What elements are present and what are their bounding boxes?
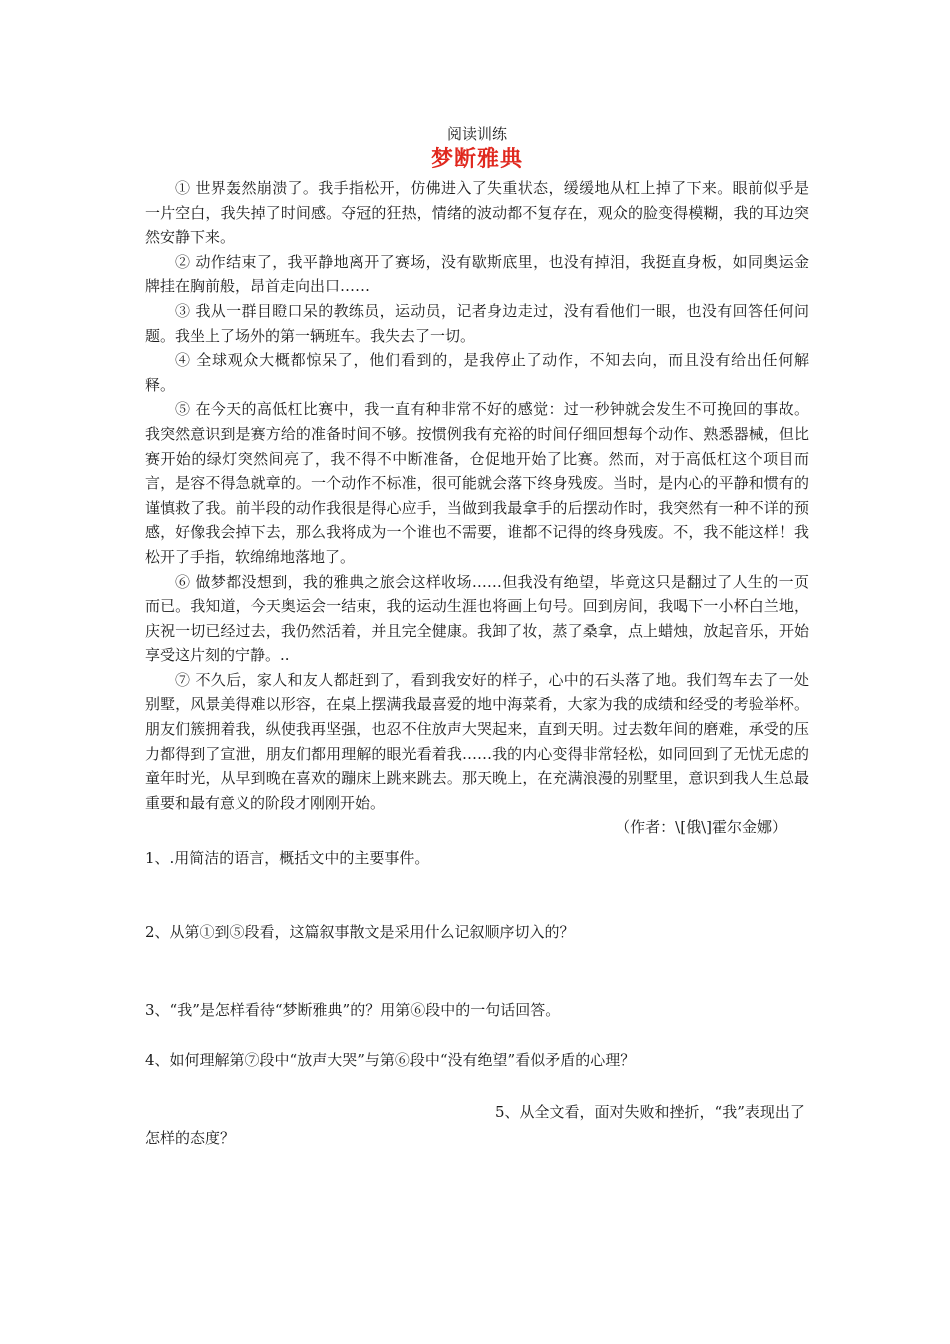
question-2: 2、从第①到⑤段看，这篇叙事散文是采用什么记叙顺序切入的？ [145, 923, 575, 942]
paragraph-3: ③ 我从一群目瞪口呆的教练员，运动员，记者身边走过，没有看他们一眼，也没有回答任何问题。我坐上了场外的第一辆班车。我失去了一切。 [145, 301, 809, 345]
paragraph-5: ⑤ 在今天的高低杠比赛中，我一直有种非常不好的感觉：过一秒钟就会发生不可挽回的事故。我突然意识到是赛方给的准备时间不够。按惯例我有充裕的时间仔细回想每个动作、熟悉器械，但比赛开始的绿灯突然间亮了，我不得不中断准备，仓促地开始了比赛。然而，对于高低杠这个项目而言，是容不得急就章的。一个动作不标准，很可能就会落下终身残废。当时，是内心的平静和惯有的谨慎救了我。前半段的动作我很是得心应手，当做到我最拿手的后摆动作时，我突然有一种不详的预感，好像我会掉下去，那么我将成为一个谁也不需要，谁都不记得的终身残废。不，我不能这样！我松开了手指，软绵绵地落地了。 [145, 400, 809, 566]
article-title: 梦断雅典 [430, 146, 523, 172]
question-5: 5、从全文看，面对失败和挫折，“我”表现出了怎样的态度？ [145, 1103, 805, 1148]
section-heading: 阅读训练 [446, 125, 507, 143]
question-1: 1、.用简洁的语言，概括文中的主要事件。 [145, 849, 430, 868]
question-4: 4、如何理解第⑦段中“放声大哭”与第⑥段中“没有绝望”看似矛盾的心理？ [145, 1051, 636, 1070]
document-page [145, 124, 809, 1151]
paragraph-6: ⑥ 做梦都没想到，我的雅典之旅会这样收场……但我没有绝望，毕竟这只是翻过了人生的一页而已。我知道，今天奥运会一结束，我的运动生涯也将画上句号。回到房间，我喝下一小杯白兰地，庆祝一切已经过去，我仍然活着，并且完全健康。我卸了妆，蒸了桑拿，点上蜡烛，放起音乐，开始享受这片刻的宁静。.. [145, 572, 809, 665]
paragraph-7: ⑦ 不久后，家人和友人都赶到了，看到我安好的样子，心中的石头落了地。我们驾车去了一处别墅，风景美得难以形容，在桌上摆满我最喜爱的地中海菜肴，大家为我的成绩和经受的考验举杯。朋友们簇拥着我，纵使我再坚强，也忍不住放声大哭起来，直到天明。过去数年间的磨难，承受的压力都得到了宣泄，朋友们都用理解的眼光看着我……我的内心变得非常轻松，如同回到了无忧无虑的童年时光，从早到晚在喜欢的蹦床上跳来跳去。那天晚上，在充满浪漫的别墅里，意识到我人生总最重要和最有意义的阶段才刚刚开始。 [145, 670, 809, 812]
question-list [145, 845, 809, 1151]
paragraph-1: ① 世界轰然崩溃了。我手指松开，仿佛进入了失重状态，缓缓地从杠上掉了下来。眼前似乎是一片空白，我失掉了时间感。夺冠的狂热，情绪的波动都不复存在，观众的脸变得模糊，我的耳边突然安静下来。 [145, 179, 809, 247]
author-credit: （作者：\[俄\]霍尔金娜） [615, 818, 787, 837]
article-body [145, 176, 809, 839]
paragraph-4: ④ 全球观众大概都惊呆了，他们看到的，是我停止了动作，不知去向，而且没有给出任何解释。 [145, 351, 809, 394]
paragraph-2: ② 动作结束了，我平静地离开了赛场，没有歇斯底里，也没有掉泪，我挺直身板，如同奥运金牌挂在胸前般，昂首走向出口…… [145, 252, 809, 296]
question-3: 3、“我”是怎样看待“梦断雅典”的？用第⑥段中的一句话回答。 [145, 1001, 561, 1020]
